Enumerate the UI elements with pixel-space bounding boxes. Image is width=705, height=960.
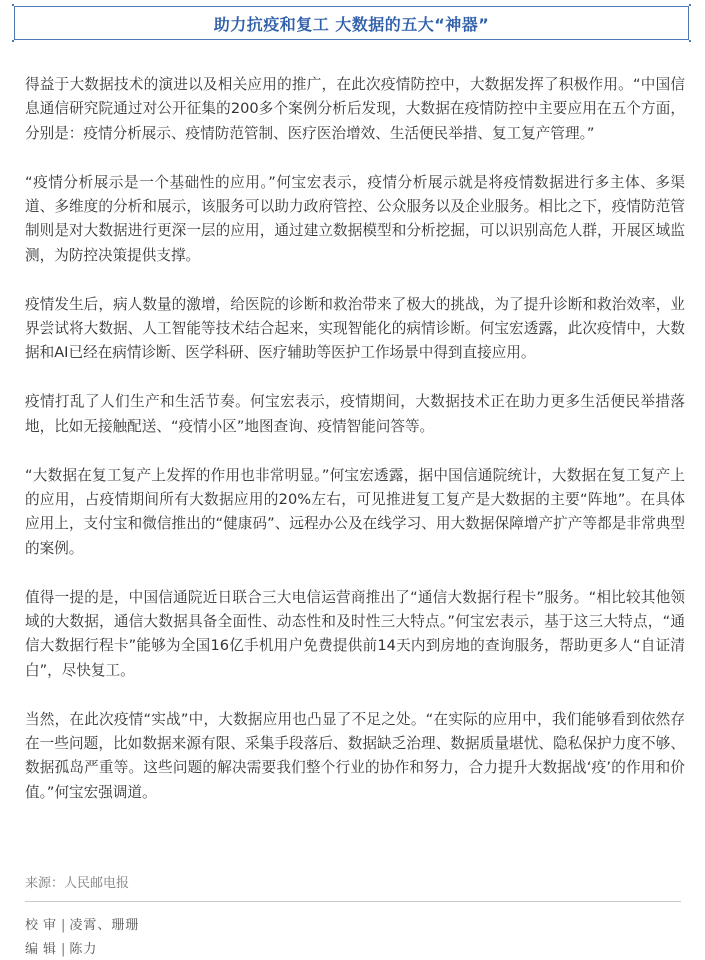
article-paragraph: 当然，在此次疫情“实战”中，大数据应用也凸显了不足之处。“在实际的应用中，我们能够看到依然存在一些问题，比如数据来源有限、采集手段落后、数据缺乏治理、数据质量堪忧、隐私保护力度不够、数据孤岛严重等。这些问题的解决需要我们整个行业的协作和努力，合力提升大数据战‘疫’的作用和价值。”何宝宏强调道。	[25, 710, 685, 801]
corner-ornament	[689, 4, 691, 6]
article-paragraph: “大数据在复工复产上发挥的作用也非常明显。”何宝宏透露，据中国信通院统计，大数据在复工复产上的应用，占疫情期间所有大数据应用的20%左右，可见推进复工复产是大数据的主要“阵地”。在具体应用上，支付宝和微信推出的“健康码”、远程办公及在线学习、用大数据保障增产扩产等都是非常典型的案例。	[25, 466, 685, 557]
article-paragraph: 值得一提的是，中国信通院近日联合三大电信运营商推出了“通信大数据行程卡”服务。“相比较其他领域的大数据，通信大数据具备全面性、动态性和及时性三大特点。”何宝宏表示，基于这三大特点，“通信大数据行程卡”能够为全国16亿手机用户免费提供前14天内到房地的查询服务，帮助更多人“自证清白”，尽快复工。	[25, 588, 685, 679]
article-paragraph: 得益于大数据技术的演进以及相关应用的推广，在此次疫情防控中，大数据发挥了积极作用。“中国信息通信研究院通过对公开征集的200多个案例分析后发现，大数据在疫情防控中主要应用在五个方面，分别是：疫情分析展示、疫情防范管制、医疗医治增效、生活便民举措、复工复产管理。”	[25, 76, 685, 142]
article-paragraph: “疫情分析展示是一个基础性的应用。”何宝宏表示，疫情分析展示就是将疫情数据进行多主体、多渠道、多维度的分析和展示，该服务可以助力政府管控、公众服务以及企业服务。相比之下，疫情防范管制则是对大数据进行更深一层的应用，通过建立数据模型和分析挖掘，可以识别高危人群，开展区域监测，为防控决策提供支撑。	[25, 173, 685, 264]
article-title: 助力抗疫和复工 大数据的五大“神器”	[213, 14, 490, 34]
reviewer-names: 凌霄、珊珊	[69, 918, 140, 933]
reviewer-credit	[25, 914, 139, 933]
credit-separator: |	[61, 942, 67, 957]
reviewer-label: 校审	[25, 918, 62, 933]
article-paragraph: 疫情打乱了人们生产和生活节奏。何宝宏表示，疫情期间，大数据技术正在助力更多生活便民举措落地，比如无接触配送、“疫情小区”地图查询、疫情智能问答等。	[25, 393, 685, 435]
editor-credit	[25, 938, 97, 957]
corner-ornament	[12, 40, 14, 42]
corner-ornament	[689, 40, 691, 42]
footer-divider	[25, 901, 681, 902]
article-source: 来源：人民邮电报	[25, 876, 130, 891]
title-banner	[14, 6, 689, 40]
article-paragraph: 疫情发生后，病人数量的激增，给医院的诊断和救治带来了极大的挑战，为了提升诊断和救治效率，业界尝试将大数据、人工智能等技术结合起来，实现智能化的病情诊断。何宝宏透露，此次疫情中，大数据和AI已经在病情诊断、医学科研、医疗辅助等医护工作场景中得到直接应用。	[25, 295, 685, 362]
credit-separator: |	[61, 918, 67, 933]
article-body	[25, 73, 685, 830]
corner-ornament	[12, 4, 14, 6]
editor-names: 陈力	[69, 942, 98, 957]
editor-label: 编辑	[25, 942, 62, 957]
